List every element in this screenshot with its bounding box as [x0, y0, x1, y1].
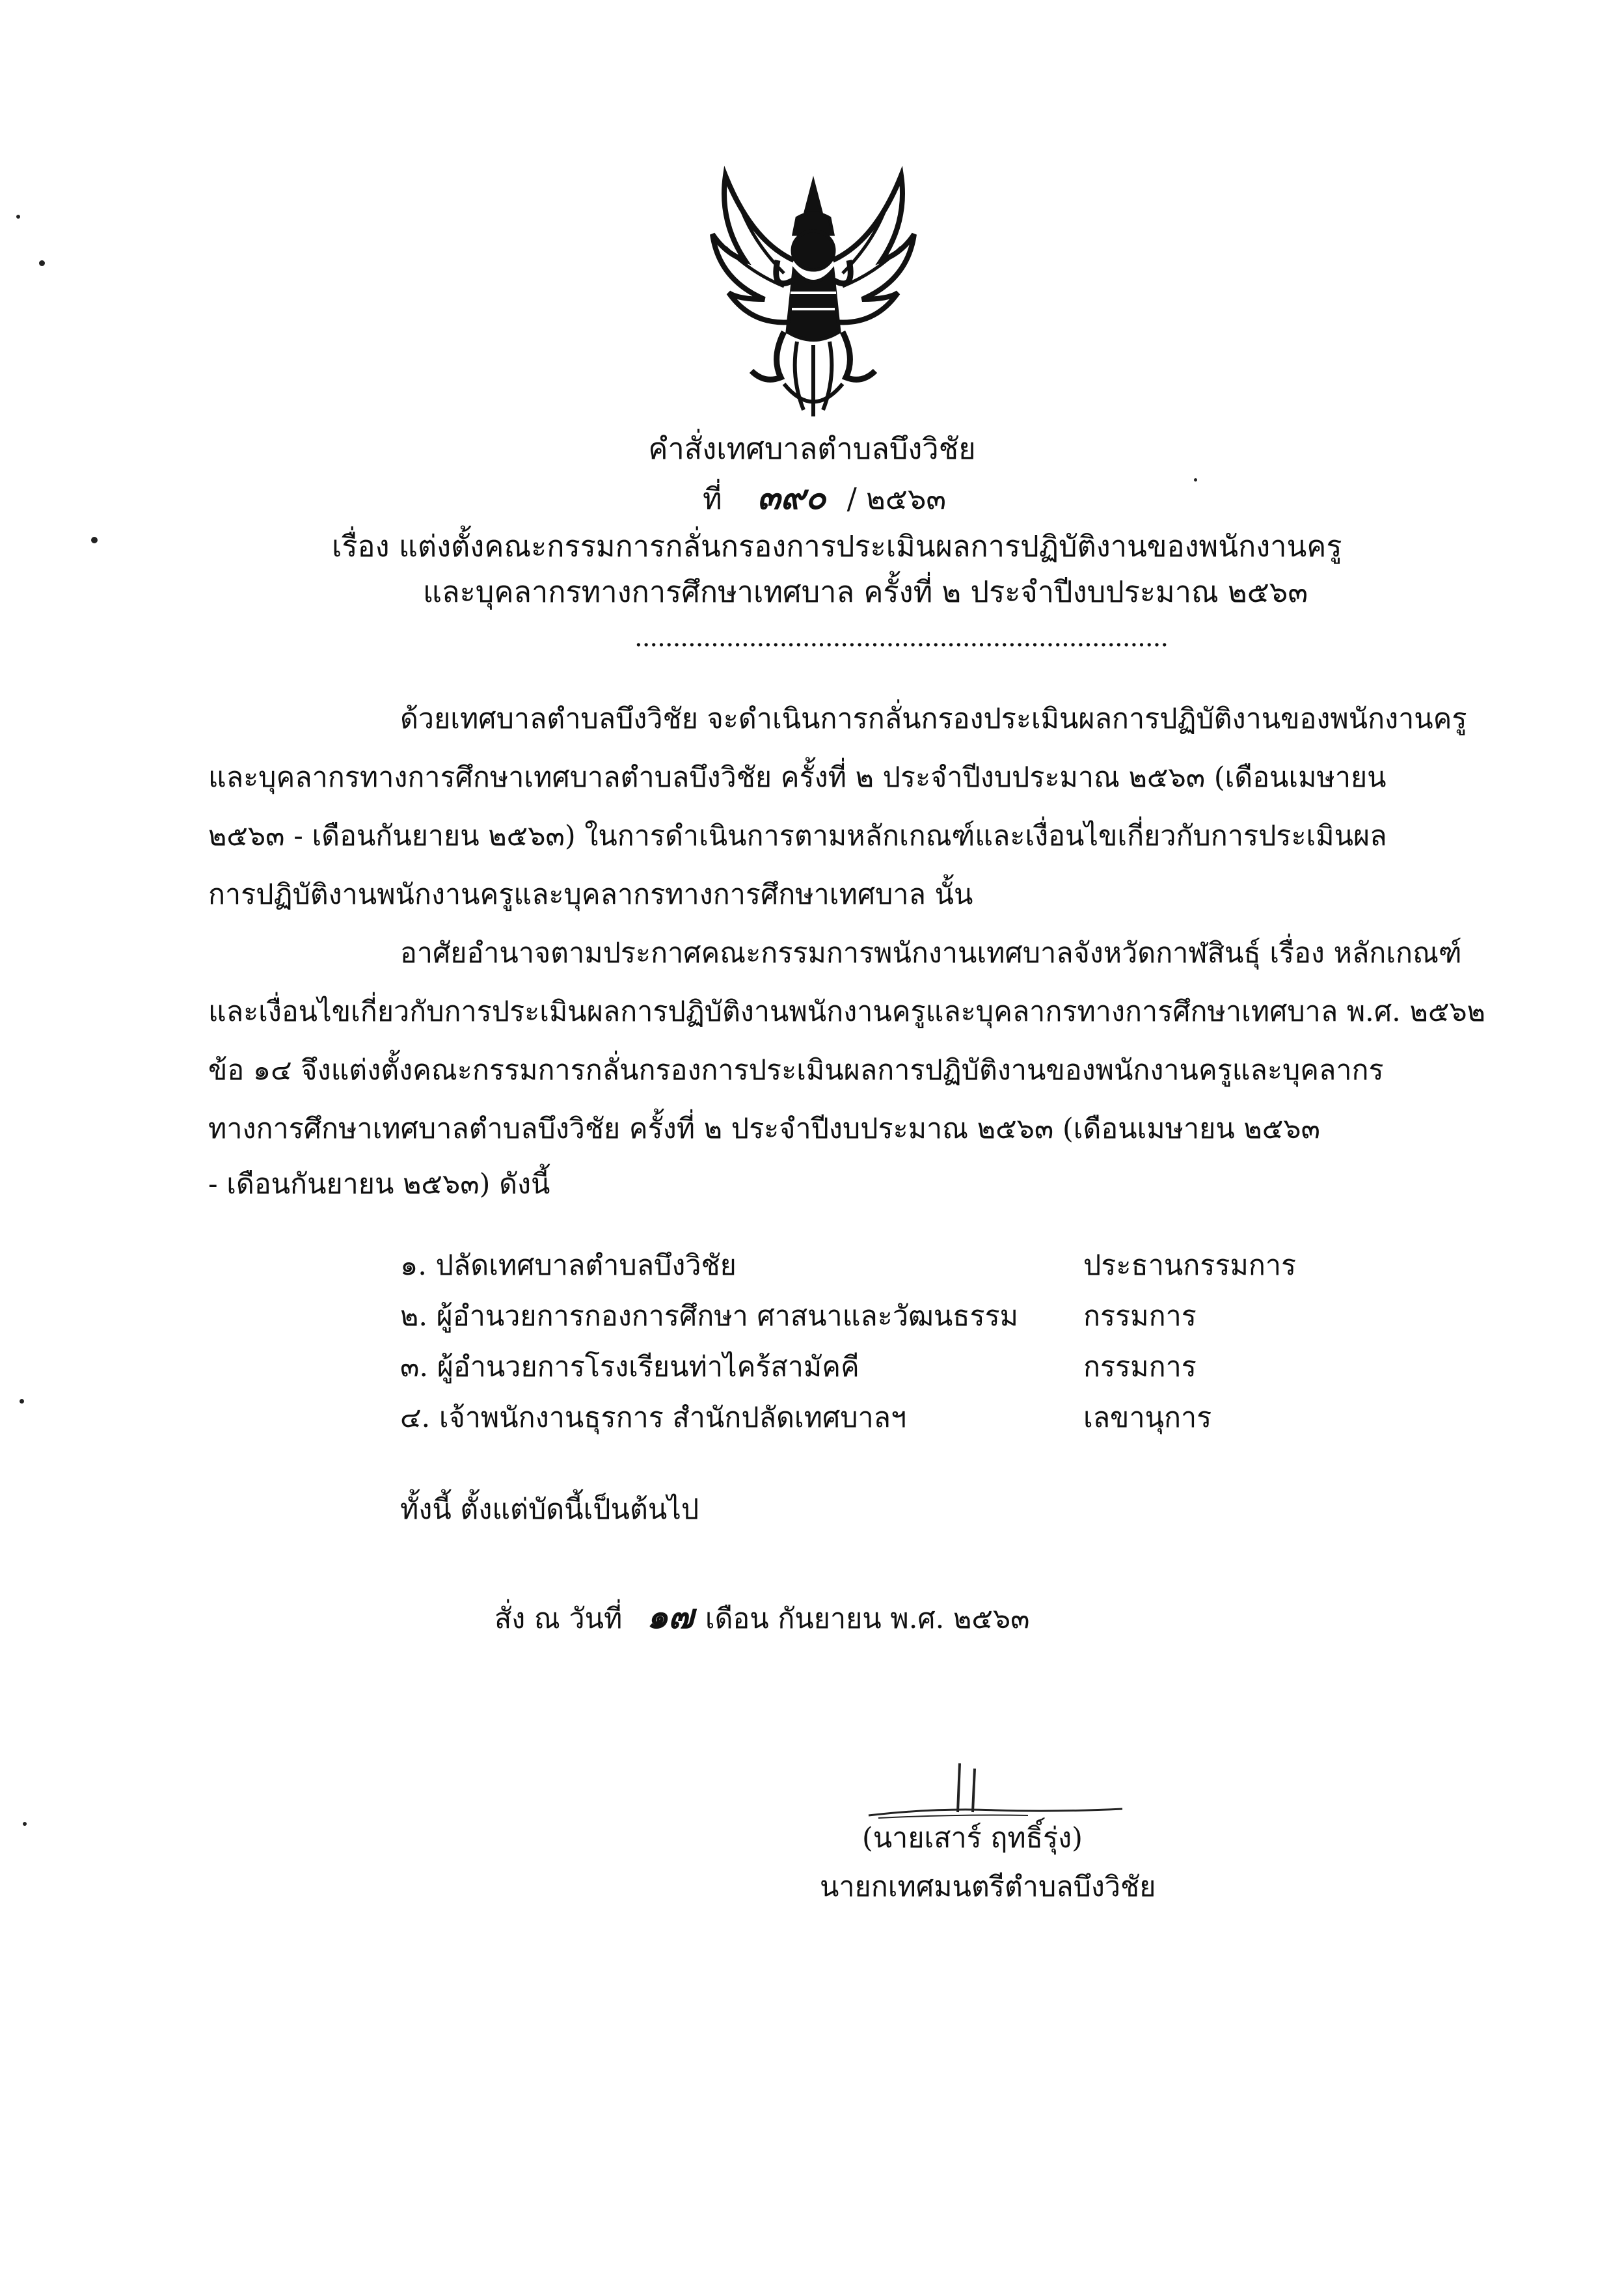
paragraph2-line: - เดือนกันยายน ๒๕๖๓) ดังนี้: [208, 1168, 550, 1201]
order-title: คำสั่งเทศบาลตำบลบึงวิชัย: [648, 431, 976, 466]
order-number-suffix: / ๒๕๖๓: [846, 482, 947, 516]
order-number-handwritten: ๓๙๐: [757, 478, 826, 517]
committee-role: กรรมการ: [1083, 1300, 1197, 1333]
committee-role: กรรมการ: [1083, 1351, 1197, 1383]
signer-name: (นายเสาร์ ฤทธิ์รุ่ง): [862, 1822, 1083, 1854]
committee-member: ๔. เจ้าพนักงานธุรการ สำนักปลัดเทศบาลฯ: [400, 1402, 907, 1434]
ordered-date-suffix: เดือน กันยายน พ.ศ. ๒๕๖๓: [705, 1603, 1030, 1635]
paragraph1-line: และบุคลากรทางการศึกษาเทศบาลตำบลบึงวิชัย ครั้งที่ ๒ ประจำปีงบประมาณ ๒๕๖๓ (เดือนเมษายน: [208, 761, 1387, 794]
ordered-day-handwritten: ๑๗: [647, 1597, 694, 1636]
signer-title: นายกเทศมนตรีตำบลบึงวิชัย: [820, 1871, 1156, 1903]
order-number-prefix: ที่: [703, 482, 722, 516]
committee-member: ๑. ปลัดเทศบาลตำบลบึงวิชัย: [400, 1249, 737, 1282]
scan-speck: [23, 1822, 27, 1826]
subject-line-1: เรื่อง แต่งตั้งคณะกรรมการกลั่นกรองการประเมินผลการปฏิบัติงานของพนักงานครู: [332, 529, 1342, 563]
paragraph1-line: การปฏิบัติงานพนักงานครูและบุคลากรทางการศึกษาเทศบาล นั้น: [208, 878, 973, 911]
paragraph1-line: ด้วยเทศบาลตำบลบึงวิชัย จะดำเนินการกลั่นกรองประเมินผลการปฏิบัติงานของพนักงานครู: [400, 703, 1467, 735]
signature-mark: [859, 1750, 1132, 1828]
committee-role: เลขานุการ: [1083, 1402, 1212, 1434]
paragraph2-line: ข้อ ๑๔ จึงแต่งตั้งคณะกรรมการกลั่นกรองการประเมินผลการปฏิบัติงานของพนักงานครูและบุคลากร: [208, 1054, 1384, 1087]
paragraph2-line: ทางการศึกษาเทศบาลตำบลบึงวิชัย ครั้งที่ ๒ ประจำปีงบประมาณ ๒๕๖๓ (เดือนเมษายน ๒๕๖๓: [208, 1113, 1320, 1145]
title-divider: ......................................................................: [634, 623, 1169, 653]
signature-mark-svg: [859, 1750, 1132, 1828]
scan-speck: [39, 260, 45, 266]
committee-member: ๒. ผู้อำนวยการกองการศึกษา ศาสนาและวัฒนธรรม: [400, 1300, 1019, 1333]
scan-speck: [20, 1399, 24, 1404]
garuda-emblem-svg: [699, 163, 927, 423]
ordered-date: [494, 1597, 1030, 1638]
garuda-emblem: [699, 163, 927, 423]
committee-role: ประธานกรรมการ: [1083, 1249, 1297, 1282]
scan-speck: [91, 537, 98, 543]
effective-statement: ทั้งนี้ ตั้งแต่บัดนี้เป็นต้นไป: [400, 1493, 699, 1526]
committee-member: ๓. ผู้อำนวยการโรงเรียนท่าไคร้สามัคคี: [400, 1351, 859, 1383]
paragraph1-line: ๒๕๖๓ - เดือนกันยายน ๒๕๖๓) ในการดำเนินการตามหลักเกณฑ์และเงื่อนไขเกี่ยวกับการประเมินผล: [208, 820, 1387, 852]
order-number: [703, 478, 946, 519]
paragraph2-line: อาศัยอำนาจตามประกาศคณะกรรมการพนักงานเทศบาลจังหวัดกาฬสินธุ์ เรื่อง หลักเกณฑ์: [400, 937, 1462, 970]
paragraph2-line: และเงื่อนไขเกี่ยวกับการประเมินผลการปฏิบัติงานพนักงานครูและบุคลากรทางการศึกษาเทศบาล พ.ศ. ๒๕๖๒: [208, 996, 1486, 1028]
subject-line-2: และบุคลากรทางการศึกษาเทศบาล ครั้งที่ ๒ ประจำปีงบประมาณ ๒๕๖๓: [423, 575, 1308, 609]
scan-speck: [1194, 478, 1197, 482]
ordered-date-prefix: สั่ง ณ วันที่: [494, 1603, 623, 1635]
scan-speck: [16, 215, 20, 219]
